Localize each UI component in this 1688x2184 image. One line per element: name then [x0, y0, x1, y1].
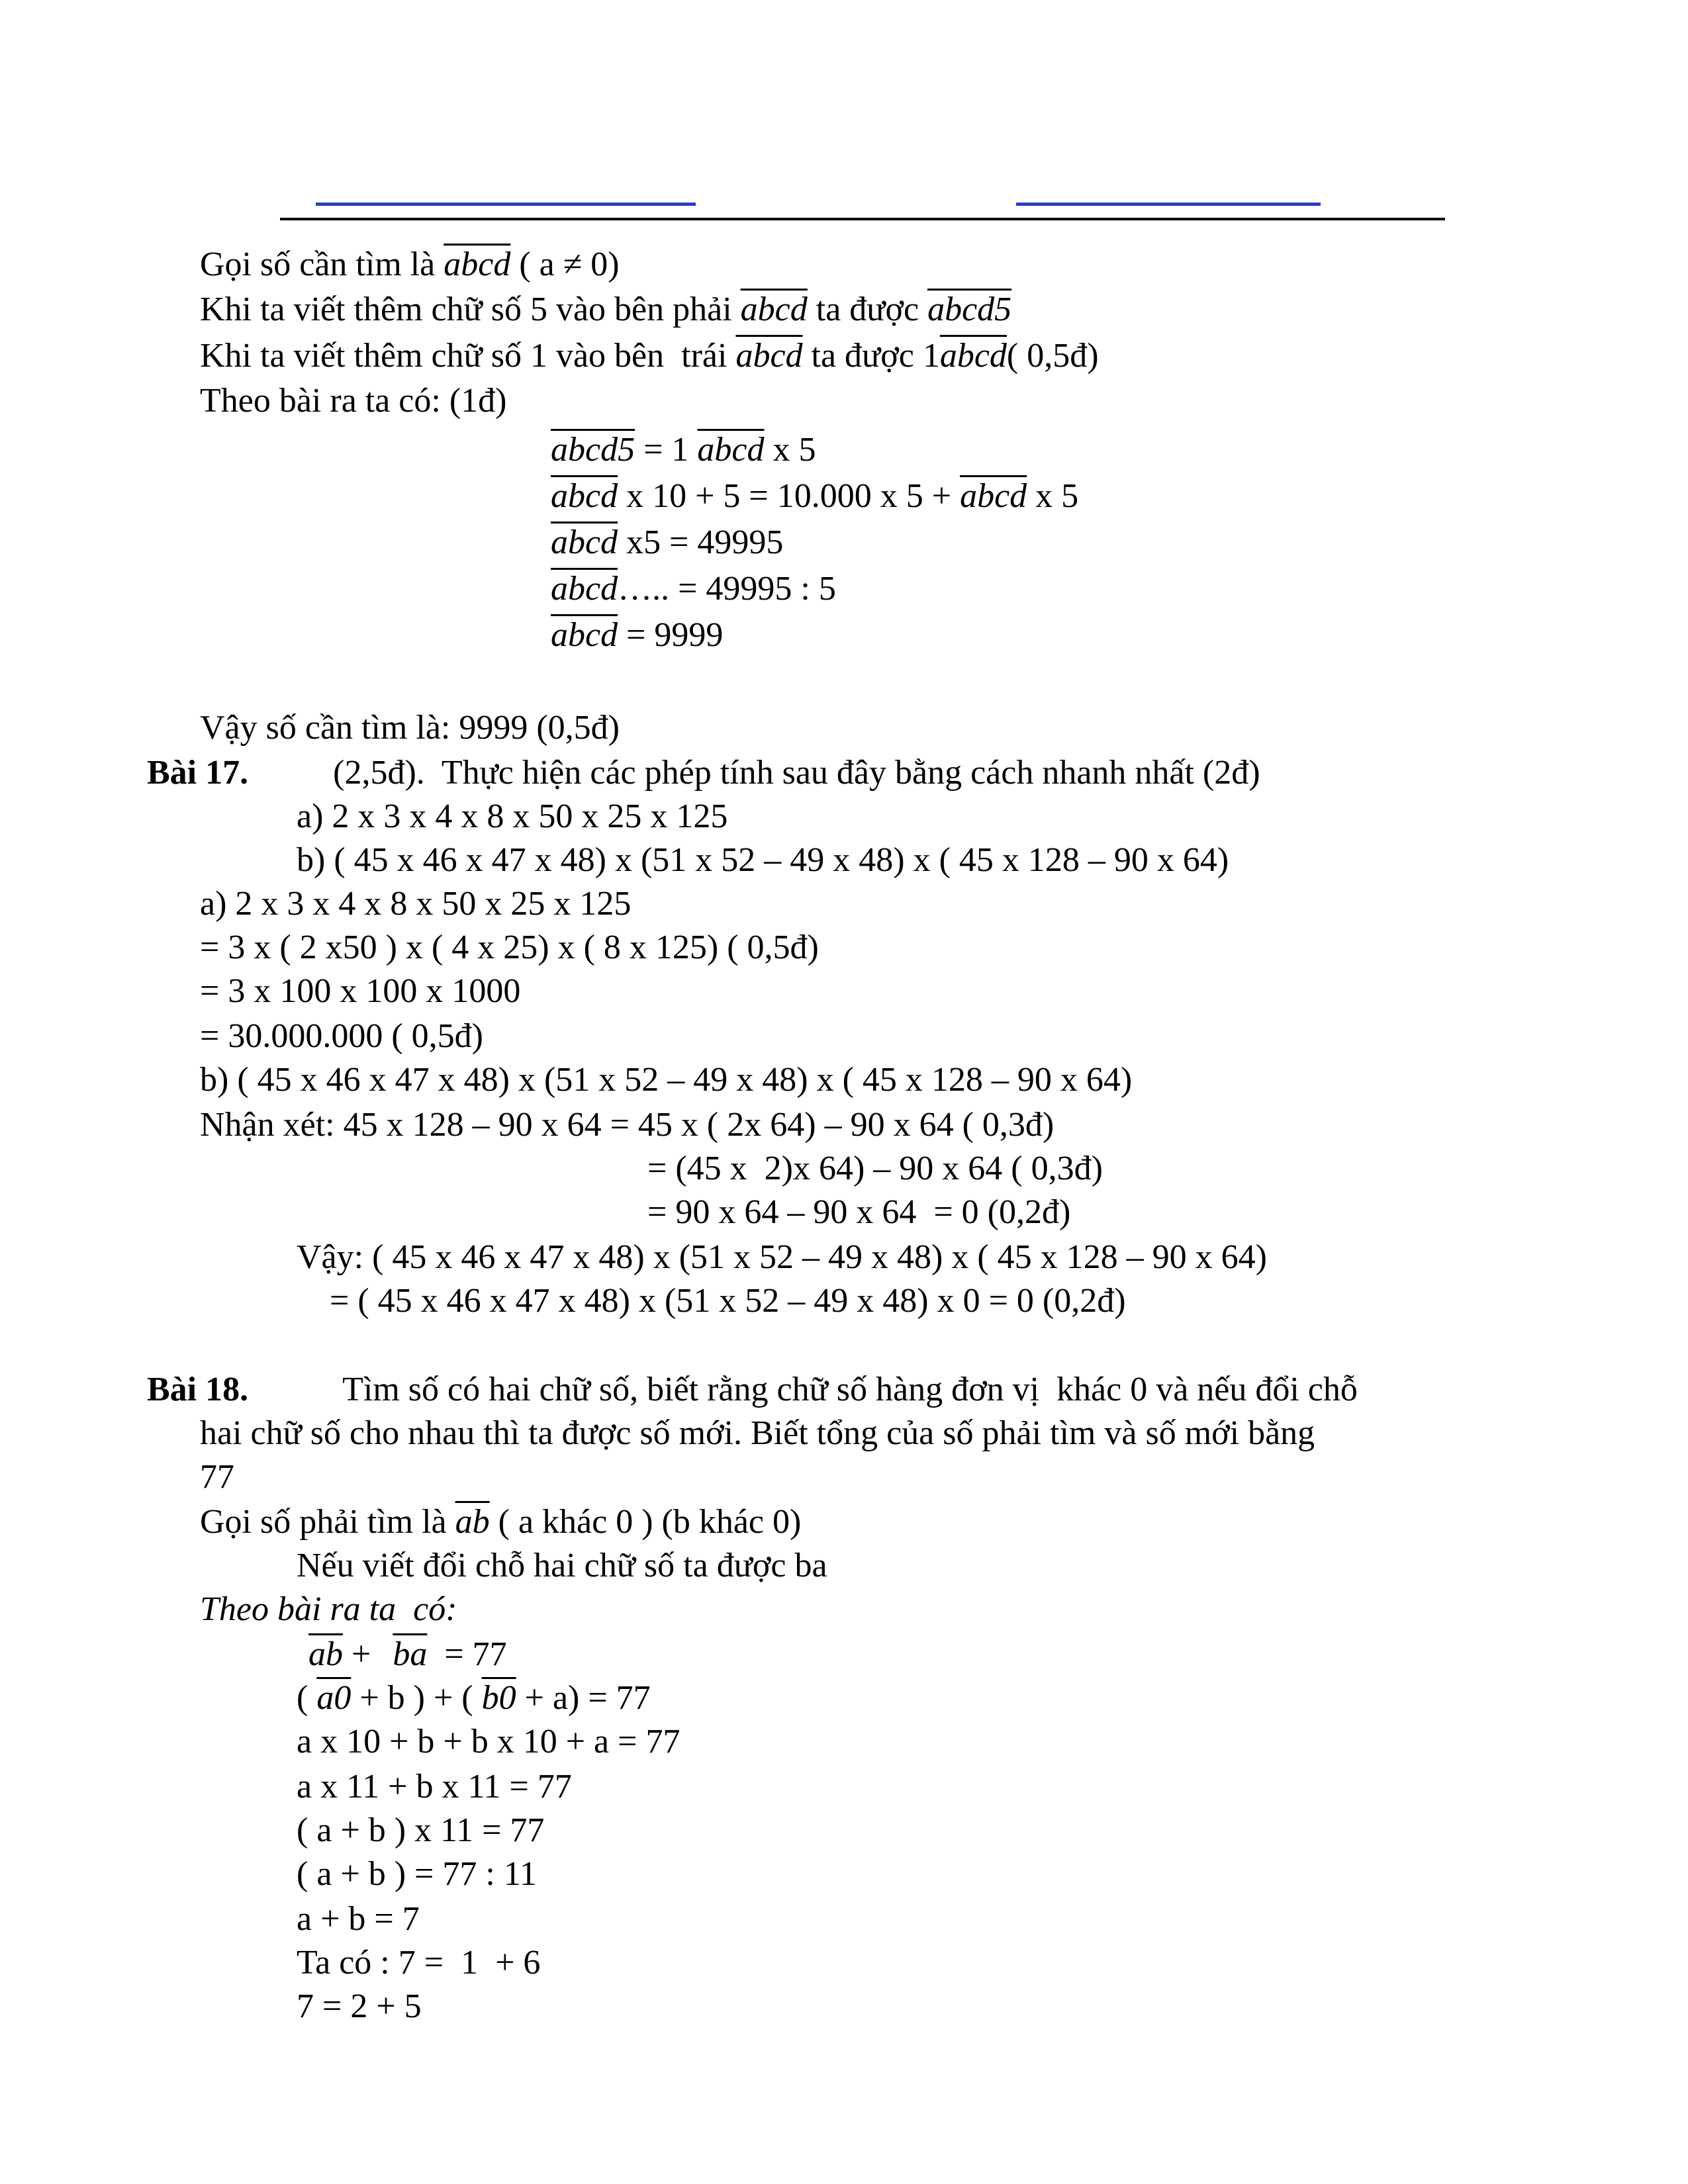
text: ( a ≠ 0) [510, 246, 620, 283]
text: = 1 [635, 431, 698, 469]
text: ( [297, 1679, 317, 1717]
bai18-given-3: Theo bài ra ta có: [200, 1590, 457, 1628]
overline-number: $\overline{ba}$ [393, 1635, 428, 1673]
text: x 10 + 5 = 10.000 x 5 + [618, 477, 961, 515]
bai18-given-1 [200, 1501, 801, 1543]
problem-title: (2,5đ). Thực hiện các phép tính sau đây bằng cách nhanh nhất (2đ) [333, 754, 1260, 792]
bai18-step-9: 7 = 2 + 5 [297, 1987, 422, 2025]
text: ( a khác 0 ) (b khác 0) [489, 1503, 802, 1541]
overline-number: abcd [551, 570, 618, 608]
overline-number: $\overline{ab}$ [455, 1503, 490, 1541]
header-link-right[interactable] [1016, 203, 1321, 206]
bai17-step-3: = 3 x 100 x 100 x 1000 [200, 972, 521, 1010]
text: Khi ta viết thêm chữ số 1 vào bên trái [200, 337, 736, 375]
header-link-left[interactable] [316, 203, 696, 206]
text: + b ) + ( [351, 1679, 482, 1717]
bai18-step-3: a x 10 + b + b x 10 + a = 77 [297, 1723, 680, 1760]
overline-number: abcd5 [927, 291, 1012, 328]
bai17-step-8: = 90 x 64 – 90 x 64 = 0 (0,2đ) [647, 1193, 1071, 1231]
text: x 5 [1027, 477, 1079, 515]
text: ….. = 49995 : 5 [618, 570, 836, 608]
sol16-eq-1 [551, 429, 816, 471]
problem-label: Bài 18. [147, 1371, 249, 1408]
bai17-step-4: = 30.000.000 ( 0,5đ) [200, 1017, 483, 1055]
text: ( 0,5đ) [1006, 337, 1099, 375]
bai17-step-10: = ( 45 x 46 x 47 x 48) x (51 x 52 – 49 x 48) x 0 = 0 (0,2đ) [330, 1282, 1126, 1320]
bai17-step-7: = (45 x 2)x 64) – 90 x 64 ( 0,3đ) [647, 1150, 1103, 1187]
bai18-heading [147, 1369, 1358, 1411]
text: Gọi số cần tìm là [200, 246, 444, 283]
overline-number: abcd [551, 616, 618, 654]
text: Khi ta viết thêm chữ số 5 vào bên phải [200, 291, 741, 328]
header-rule [280, 218, 1445, 220]
bai17-step-2: = 3 x ( 2 x50 ) x ( 4 x 25) x ( 8 x 125) ( 0,5đ) [200, 929, 819, 966]
text: Gọi số phải tìm là [200, 1503, 455, 1541]
text: x 5 [764, 431, 816, 469]
bai17-step-9: Vậy: ( 45 x 46 x 47 x 48) x (51 x 52 – 49 x 48) x ( 45 x 128 – 90 x 64) [297, 1238, 1267, 1276]
bai18-given-2: Nếu viết đổi chỗ hai chữ số ta được ba [297, 1547, 827, 1584]
overline-number: $\overline{ab}$ [308, 1635, 343, 1673]
text: x5 = 49995 [618, 523, 784, 561]
overline-number: abcd [697, 431, 765, 469]
overline-number: abcd [735, 337, 803, 375]
overline-number: abcd5 [551, 431, 635, 469]
sol16-eq-3 [551, 522, 783, 564]
bai17-step-5: b) ( 45 x 46 x 47 x 48) x (51 x 52 – 49 x 48) x ( 45 x 128 – 90 x 64) [200, 1061, 1133, 1099]
overline-number: abcd [444, 246, 511, 283]
text: = 9999 [618, 616, 724, 654]
bai17-question-a: a) 2 x 3 x 4 x 8 x 50 x 25 x 125 [297, 797, 728, 835]
sol16-line-3 [200, 335, 1099, 377]
bai18-text-3: 77 [200, 1458, 234, 1496]
overline-number: abcd [551, 523, 618, 561]
text: + [343, 1635, 380, 1673]
overline-number: a0 [316, 1679, 352, 1717]
bai18-step-5: ( a + b ) x 11 = 77 [297, 1811, 545, 1849]
sol16-line-2 [200, 289, 1011, 331]
sol16-eq-2 [551, 475, 1078, 518]
problem-title: Tìm số có hai chữ số, biết rằng chữ số hàng đơn vị khác 0 và nếu đổi chỗ [342, 1371, 1358, 1408]
text: ta được 1 [802, 337, 940, 375]
bai18-text-2: hai chữ số cho nhau thì ta được số mới. Biết tổng của số phải tìm và số mới bằng [200, 1414, 1315, 1452]
sol16-eq-4 [551, 568, 836, 610]
bai17-step-1: a) 2 x 3 x 4 x 8 x 50 x 25 x 125 [200, 885, 632, 923]
overline-number: abcd [740, 291, 808, 328]
overline-number: abcd [939, 337, 1007, 375]
overline-number: b0 [481, 1679, 516, 1717]
overline-number: abcd [551, 477, 618, 515]
problem-label: Bài 17. [147, 754, 249, 792]
bai17-heading [147, 752, 1260, 794]
bai17-question-b: b) ( 45 x 46 x 47 x 48) x (51 x 52 – 49 x 48) x ( 45 x 128 – 90 x 64) [297, 841, 1229, 879]
sol16-conclusion: Vậy số cần tìm là: 9999 (0,5đ) [200, 709, 620, 747]
bai18-step-1 [308, 1633, 507, 1676]
overline-number: abcd [960, 477, 1027, 515]
sol16-eq-5 [551, 614, 723, 657]
bai18-step-2 [297, 1677, 651, 1719]
sol16-line-4: Theo bài ra ta có: (1đ) [200, 382, 507, 420]
bai17-step-6: Nhận xét: 45 x 128 – 90 x 64 = 45 x ( 2x 64) – 90 x 64 ( 0,3đ) [200, 1106, 1055, 1144]
sol16-line-1 [200, 244, 620, 286]
bai18-step-8: Ta có : 7 = 1 + 6 [297, 1944, 541, 1981]
text: ta được [807, 291, 928, 328]
bai18-step-7: a + b = 7 [297, 1900, 420, 1938]
bai18-step-6: ( a + b ) = 77 : 11 [297, 1855, 537, 1893]
text: + a) = 77 [516, 1679, 651, 1717]
bai18-step-4: a x 11 + b x 11 = 77 [297, 1768, 572, 1805]
text: = 77 [427, 1635, 507, 1673]
